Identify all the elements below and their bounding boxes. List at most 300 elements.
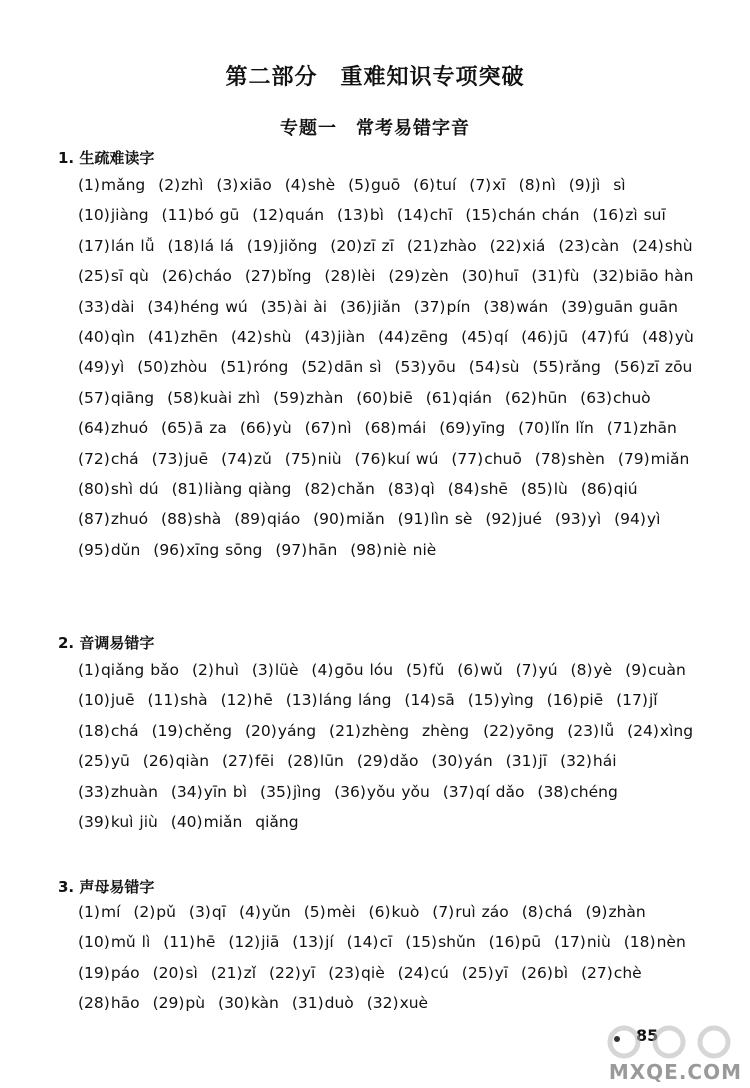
answer-pinyin: shà bbox=[180, 691, 208, 710]
answer-number: (25) bbox=[461, 963, 494, 982]
answer-number: (23) bbox=[567, 721, 600, 740]
answer-item bbox=[469, 176, 505, 194]
answer-pinyin: qián bbox=[458, 388, 492, 407]
answer-item bbox=[261, 298, 327, 316]
answer-number: (33) bbox=[78, 782, 110, 801]
answer-number: (30) bbox=[218, 994, 250, 1013]
answer-item bbox=[171, 813, 243, 831]
answer-number: (15) bbox=[405, 933, 438, 952]
answer-pinyin: jiàn bbox=[337, 328, 366, 347]
answer-number: (4) bbox=[284, 176, 307, 194]
answer-number: (36) bbox=[339, 297, 372, 316]
answer-number: (1) bbox=[78, 176, 100, 194]
answer-item bbox=[78, 933, 150, 951]
answer-item bbox=[489, 933, 542, 951]
answer-item bbox=[221, 691, 273, 709]
answer-item bbox=[607, 419, 677, 437]
answer-item bbox=[269, 964, 315, 982]
answer-item bbox=[395, 358, 456, 376]
answer-number: (30) bbox=[431, 752, 464, 771]
answer-pinyin: sì bbox=[185, 963, 198, 982]
answer-item bbox=[388, 267, 448, 285]
answer-number: (25) bbox=[78, 752, 110, 771]
answer-number: (13) bbox=[292, 933, 325, 952]
answer-number: (53) bbox=[394, 358, 427, 377]
answer-pinyin: yī bbox=[494, 963, 509, 982]
answer-item bbox=[356, 389, 413, 407]
answer-number: (35) bbox=[260, 297, 293, 316]
answer-pinyin: qì bbox=[420, 480, 435, 499]
answer-number: (1) bbox=[78, 661, 100, 679]
answer-number: (32) bbox=[560, 752, 592, 771]
answer-number: (71) bbox=[606, 419, 639, 438]
answer-number: (9) bbox=[585, 903, 608, 921]
answer-item bbox=[521, 328, 568, 346]
answer-pinyin: sī qù bbox=[110, 267, 149, 286]
answer-pinyin: lá lá bbox=[200, 236, 234, 255]
answer-item bbox=[218, 994, 279, 1012]
answer-number: (72) bbox=[78, 449, 110, 468]
answer-pinyin: shì dú bbox=[110, 480, 159, 499]
answer-number: (65) bbox=[161, 419, 193, 438]
answer-item bbox=[221, 450, 272, 468]
answer-item bbox=[581, 328, 629, 346]
answer-pinyin: qiàn bbox=[175, 752, 210, 771]
answer-number: (20) bbox=[330, 236, 363, 255]
answer-pinyin: yù bbox=[272, 419, 292, 438]
answer-item bbox=[365, 419, 427, 437]
answer-number: (21) bbox=[210, 963, 243, 982]
answer-number: (12) bbox=[228, 933, 261, 952]
answer-item bbox=[189, 903, 226, 921]
answer-pinyin: fēi bbox=[254, 752, 275, 771]
answer-item bbox=[313, 510, 385, 528]
answer-item bbox=[162, 206, 240, 224]
answer-item bbox=[143, 752, 209, 770]
answer-number: (21) bbox=[406, 236, 439, 255]
answer-pinyin: fú bbox=[613, 328, 630, 347]
answer-number: (33) bbox=[78, 297, 110, 316]
answer-pinyin: mái bbox=[397, 419, 427, 438]
answer-item bbox=[245, 722, 316, 740]
answer-number: (67) bbox=[304, 419, 337, 438]
answer-pinyin: qiǎng bǎo bbox=[100, 661, 180, 679]
answer-item bbox=[211, 964, 256, 982]
answer-item bbox=[152, 722, 232, 740]
subheading-3: 3. 声母易错字 bbox=[58, 878, 155, 896]
answer-pinyin: zèn bbox=[421, 267, 449, 286]
answer-pinyin: quán bbox=[285, 206, 325, 225]
answer-number: (58) bbox=[167, 388, 199, 407]
answer-pinyin: cī bbox=[379, 933, 393, 952]
answer-number: (3) bbox=[188, 903, 211, 921]
answer-pinyin: zhàn bbox=[306, 388, 344, 407]
answer-item bbox=[78, 176, 145, 194]
answer-item bbox=[172, 480, 292, 498]
answer-pinyin: shē bbox=[480, 480, 508, 499]
answer-number: (11) bbox=[147, 691, 180, 710]
answer-item bbox=[324, 267, 375, 285]
answer-pinyin: xīng sōng bbox=[186, 540, 263, 559]
answer-item bbox=[334, 783, 430, 801]
answer-number: (4) bbox=[311, 661, 334, 679]
answer-pinyin: jí bbox=[325, 933, 334, 952]
answer-number: (80) bbox=[78, 480, 110, 499]
answer-number: (77) bbox=[451, 449, 484, 468]
answer-pinyin: yōu bbox=[427, 358, 456, 377]
answer-pinyin: nì bbox=[541, 176, 556, 194]
answer-number: (98) bbox=[350, 540, 383, 559]
answer-item bbox=[304, 480, 375, 498]
answer-number: (42) bbox=[230, 328, 263, 347]
answer-pinyin: lǐn lǐn bbox=[550, 419, 594, 438]
answer-item bbox=[378, 328, 448, 346]
answer-pinyin: shǔn bbox=[438, 933, 476, 952]
answer-item bbox=[613, 176, 626, 194]
answer-item bbox=[561, 298, 678, 316]
answer-item bbox=[305, 419, 352, 437]
answer-number: (8) bbox=[521, 903, 544, 921]
answer-item bbox=[462, 267, 519, 285]
answer-number: (15) bbox=[465, 206, 498, 225]
answer-number: (64) bbox=[78, 419, 110, 438]
answer-number: (43) bbox=[304, 328, 337, 347]
answer-pinyin: pǔ bbox=[156, 903, 176, 921]
answer-number: (17) bbox=[78, 236, 110, 255]
answer-number: (48) bbox=[642, 328, 674, 347]
answer-pinyin: piē bbox=[579, 691, 604, 710]
page-title: 第二部分 重难知识专项突破 bbox=[225, 65, 525, 90]
answer-pinyin: jìng bbox=[292, 782, 322, 801]
answer-pinyin: huī bbox=[494, 267, 519, 286]
answer-number: (10) bbox=[78, 206, 110, 225]
answer-item bbox=[158, 176, 203, 194]
answer-pinyin: yōng bbox=[515, 721, 555, 740]
answer-number: (31) bbox=[505, 752, 538, 771]
answer-item bbox=[78, 358, 124, 376]
answer-item bbox=[260, 783, 321, 801]
answer-number: (29) bbox=[356, 752, 389, 771]
answer-pinyin: zēng bbox=[410, 328, 449, 347]
answer-number: (28) bbox=[324, 267, 357, 286]
answer-number: (19) bbox=[246, 236, 279, 255]
answer-item bbox=[614, 510, 660, 528]
answer-item bbox=[152, 450, 209, 468]
answer-item bbox=[618, 450, 690, 468]
answer-number: (2) bbox=[191, 661, 214, 679]
answer-item bbox=[413, 176, 456, 194]
answer-pinyin: shèn bbox=[567, 449, 605, 468]
answer-number: (32) bbox=[366, 994, 399, 1013]
answer-pinyin: kuài zhì bbox=[199, 388, 261, 407]
answer-number: (96) bbox=[153, 540, 186, 559]
answer-pinyin: róng bbox=[253, 358, 289, 377]
answer-pinyin: yú bbox=[538, 661, 558, 679]
answer-pinyin: chéng bbox=[570, 782, 618, 801]
answer-number: (4) bbox=[238, 903, 261, 921]
answer-pinyin: lūn bbox=[319, 752, 344, 771]
answer-item bbox=[148, 328, 218, 346]
answer-pinyin: yì bbox=[646, 510, 661, 529]
answer-item bbox=[357, 752, 419, 770]
answer-pinyin: qiè bbox=[361, 963, 385, 982]
answer-number: (5) bbox=[406, 661, 428, 679]
answer-item bbox=[78, 480, 159, 498]
answer-number: (2) bbox=[158, 176, 181, 194]
answer-number: (18) bbox=[78, 721, 110, 740]
answer-pinyin: duò bbox=[324, 994, 354, 1013]
answer-pinyin: mèi bbox=[326, 903, 356, 921]
answer-number: (24) bbox=[627, 721, 659, 740]
answer-number: (22) bbox=[268, 963, 301, 982]
answer-pinyin: miǎn bbox=[203, 813, 243, 832]
answer-number: (16) bbox=[592, 206, 625, 225]
answer-number: (10) bbox=[78, 691, 110, 710]
answer-item bbox=[78, 903, 120, 921]
answer-pinyin: jiā bbox=[261, 933, 280, 952]
answer-item bbox=[147, 691, 207, 709]
answer-pinyin: lù bbox=[553, 480, 568, 499]
answer-number: (78) bbox=[534, 449, 567, 468]
answer-item bbox=[531, 267, 579, 285]
answer-number: (46) bbox=[521, 328, 553, 347]
answer-pinyin: chī bbox=[429, 206, 453, 225]
answer-number: (68) bbox=[364, 419, 397, 438]
answer-item bbox=[592, 206, 665, 224]
answer-pinyin: dǎo bbox=[389, 752, 419, 771]
answer-item bbox=[78, 964, 140, 982]
answer-item bbox=[547, 691, 604, 709]
answer-number: (14) bbox=[396, 206, 429, 225]
answer-pinyin: kuò bbox=[391, 903, 420, 921]
answer-pinyin: ā za bbox=[193, 419, 227, 438]
answer-item bbox=[580, 389, 650, 407]
answer-item bbox=[252, 206, 324, 224]
answer-number: (56) bbox=[613, 358, 646, 377]
answer-pinyin: hān bbox=[308, 540, 338, 559]
answer-pinyin: qí bbox=[493, 328, 509, 347]
answer-number: (31) bbox=[531, 267, 564, 286]
answer-pinyin: cú bbox=[430, 963, 449, 982]
answer-item bbox=[163, 933, 215, 951]
answer-number: (26) bbox=[161, 267, 194, 286]
answer-item bbox=[304, 903, 356, 921]
answer-item bbox=[252, 661, 299, 679]
answer-number: (6) bbox=[457, 661, 480, 679]
answer-pinyin: niè niè bbox=[383, 540, 437, 559]
answer-number: (34) bbox=[147, 297, 180, 316]
answer-item bbox=[521, 480, 568, 498]
answer-item bbox=[147, 298, 247, 316]
answer-number: (74) bbox=[221, 449, 253, 468]
answer-item bbox=[414, 298, 471, 316]
answer-item bbox=[301, 358, 381, 376]
answer-number: (73) bbox=[151, 449, 184, 468]
answer-pinyin: pín bbox=[446, 297, 471, 316]
answer-pinyin: yè bbox=[593, 661, 613, 679]
answer-item bbox=[220, 358, 288, 376]
answer-pinyin: zhàn bbox=[608, 903, 646, 921]
answer-item bbox=[286, 691, 392, 709]
answer-pinyin: miǎn bbox=[345, 510, 385, 529]
answer-pinyin: yán bbox=[464, 752, 493, 771]
answer-pinyin: yìng bbox=[500, 691, 534, 710]
answer-item bbox=[457, 661, 502, 679]
answer-item bbox=[625, 661, 686, 679]
answer-item bbox=[78, 722, 139, 740]
answer-number: (26) bbox=[521, 963, 553, 982]
answer-number: (5) bbox=[303, 903, 326, 921]
answer-pinyin: nì bbox=[337, 419, 352, 438]
answer-number: zhèng bbox=[421, 721, 470, 740]
answer-pinyin: zǔ bbox=[253, 449, 272, 468]
answer-item bbox=[78, 389, 154, 407]
answer-pinyin: chá bbox=[110, 449, 139, 468]
answer-item bbox=[162, 267, 232, 285]
answer-item bbox=[234, 510, 300, 528]
answer-number: (50) bbox=[137, 358, 170, 377]
answer-pinyin: yīng bbox=[472, 419, 506, 438]
answer-item bbox=[292, 994, 354, 1012]
answer-pinyin: xī bbox=[492, 176, 506, 194]
answer-pinyin: dǔn bbox=[110, 540, 141, 559]
answer-item bbox=[404, 691, 454, 709]
answer-number: (39) bbox=[78, 813, 110, 832]
answer-pinyin: yū bbox=[110, 752, 130, 771]
answer-number: (57) bbox=[78, 388, 110, 407]
answer-item bbox=[369, 903, 420, 921]
answer-pinyin: zhān bbox=[639, 419, 677, 438]
answer-item bbox=[78, 994, 140, 1012]
answer-pinyin: xuè bbox=[399, 994, 429, 1013]
answer-number: (37) bbox=[413, 297, 446, 316]
answer-item bbox=[137, 358, 207, 376]
answer-item bbox=[231, 328, 292, 346]
answer-pinyin: yīn bì bbox=[203, 782, 248, 801]
answer-item bbox=[161, 510, 221, 528]
answer-pinyin: zhèng bbox=[361, 721, 410, 740]
answer-number: (23) bbox=[558, 236, 591, 255]
answer-item bbox=[275, 541, 337, 559]
answer-pinyin: niù bbox=[586, 933, 611, 952]
answer-number: (55) bbox=[532, 358, 565, 377]
answer-number: (34) bbox=[170, 782, 203, 801]
answer-item bbox=[311, 661, 393, 679]
answer-number: (29) bbox=[152, 994, 185, 1013]
answer-pinyin: jǐ bbox=[648, 691, 658, 710]
answer-item bbox=[78, 237, 155, 255]
answer-pinyin: hē bbox=[253, 691, 273, 710]
answer-number: (35) bbox=[260, 782, 292, 801]
answer-item bbox=[78, 813, 158, 831]
answer-item bbox=[397, 206, 452, 224]
answer-pinyin: hūn bbox=[537, 388, 568, 407]
answer-item bbox=[78, 510, 148, 528]
answer-pinyin: bǐng bbox=[277, 267, 312, 286]
answer-pinyin: mǔ lì bbox=[110, 933, 151, 952]
answer-pinyin: pū bbox=[521, 933, 542, 952]
answer-pinyin: guān guān bbox=[594, 297, 678, 316]
answer-pinyin: shù bbox=[664, 236, 693, 255]
answer-number: qiǎng bbox=[255, 813, 299, 832]
answer-number: (86) bbox=[580, 480, 613, 499]
answer-list-1 bbox=[78, 170, 703, 565]
page-number: 85 bbox=[636, 1026, 659, 1045]
answer-number: (38) bbox=[483, 297, 516, 316]
answer-pinyin: yì bbox=[587, 510, 602, 529]
answer-number: (8) bbox=[570, 661, 593, 679]
answer-number: (66) bbox=[239, 419, 272, 438]
answer-pinyin: sù bbox=[501, 358, 520, 377]
answer-item bbox=[519, 176, 556, 194]
answer-pinyin: chěng bbox=[184, 721, 232, 740]
answer-item bbox=[273, 389, 343, 407]
answer-item bbox=[350, 541, 436, 559]
answer-pinyin: chè bbox=[613, 963, 642, 982]
answer-item bbox=[228, 933, 279, 951]
answer-item bbox=[537, 783, 617, 801]
answer-number: (7) bbox=[432, 903, 455, 921]
answer-pinyin: zī zī bbox=[363, 236, 394, 255]
answer-pinyin: hē bbox=[196, 933, 216, 952]
answer-pinyin: biāo hàn bbox=[625, 267, 694, 286]
answer-number: (14) bbox=[346, 933, 379, 952]
answer-number: sì bbox=[613, 176, 626, 194]
answer-item bbox=[240, 419, 292, 437]
answer-pinyin: shà bbox=[193, 510, 222, 529]
answer-number: (79) bbox=[617, 449, 650, 468]
answer-pinyin: ài ài bbox=[293, 297, 328, 316]
answer-pinyin: yī bbox=[301, 963, 316, 982]
answer-number: (16) bbox=[546, 691, 579, 710]
answer-pinyin: zhuó bbox=[110, 419, 149, 438]
answer-item bbox=[624, 933, 686, 951]
answer-item bbox=[406, 661, 444, 679]
answer-item bbox=[388, 480, 435, 498]
answer-item bbox=[485, 510, 542, 528]
answer-item bbox=[567, 722, 614, 740]
answer-number: (51) bbox=[220, 358, 253, 377]
answer-pinyin: lǚ bbox=[600, 721, 615, 740]
answer-number: (30) bbox=[461, 267, 494, 286]
answer-item bbox=[431, 752, 492, 770]
answer-item bbox=[153, 964, 198, 982]
answer-number: (28) bbox=[287, 752, 319, 771]
answer-number: (49) bbox=[78, 358, 110, 377]
answer-item bbox=[490, 237, 546, 255]
answer-pinyin: zhào bbox=[439, 236, 477, 255]
answer-list-2 bbox=[78, 655, 703, 837]
answer-item bbox=[555, 510, 601, 528]
answer-item bbox=[78, 419, 148, 437]
answer-item bbox=[469, 358, 520, 376]
answer-item bbox=[285, 176, 335, 194]
answer-item bbox=[216, 176, 271, 194]
answer-pinyin: qī bbox=[211, 903, 227, 921]
answer-item bbox=[78, 328, 135, 346]
subheading-2: 2. 音调易错字 bbox=[58, 634, 155, 652]
answer-pinyin: hái bbox=[592, 752, 617, 771]
answer-pinyin: cuàn bbox=[648, 661, 686, 679]
answer-item bbox=[422, 722, 470, 740]
answer-item bbox=[592, 267, 693, 285]
answer-item bbox=[355, 450, 439, 468]
answer-pinyin: juē bbox=[184, 449, 209, 468]
answer-number: (22) bbox=[483, 721, 515, 740]
answer-pinyin: shù bbox=[263, 328, 292, 347]
answer-pinyin: zhuó bbox=[110, 510, 149, 529]
answer-item bbox=[632, 237, 693, 255]
